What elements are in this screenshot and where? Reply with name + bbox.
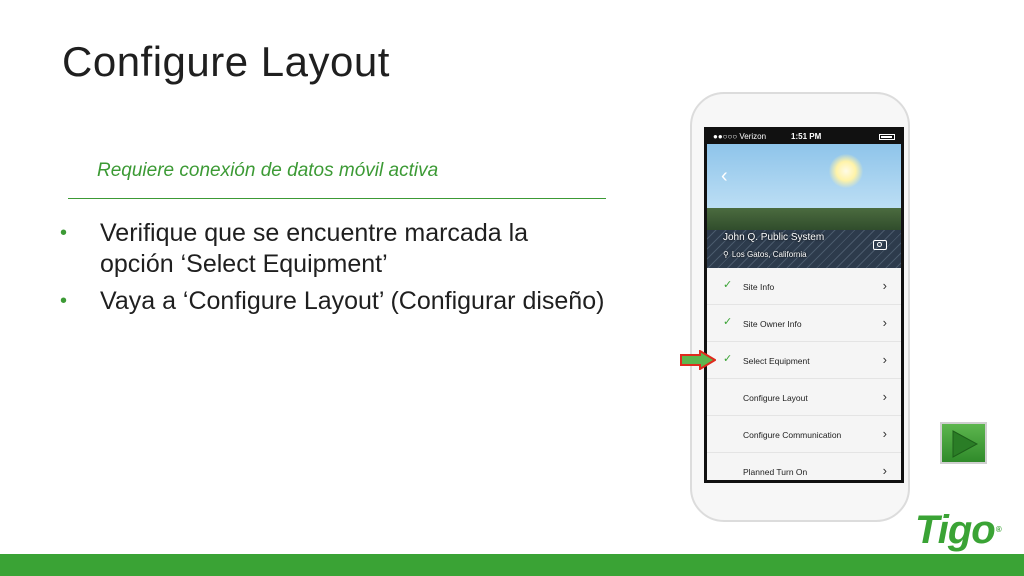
- status-bar: [707, 130, 901, 144]
- location-pin-icon: ⚲: [723, 250, 729, 259]
- slide-title: Configure Layout: [62, 38, 390, 85]
- chevron-right-icon: ›: [882, 352, 887, 367]
- chevron-right-icon: ›: [882, 315, 887, 330]
- chevron-right-icon: ›: [882, 278, 887, 293]
- footer-bar: [0, 554, 1024, 576]
- logo-text: Tigo: [915, 508, 995, 552]
- menu-item-label: Configure Layout: [743, 393, 808, 403]
- menu-item-site-owner-info[interactable]: [707, 305, 901, 342]
- setup-menu: [707, 268, 901, 483]
- phone-screen: [704, 127, 904, 483]
- bullet-text: Verifique que se encuentre marcada la opción ‘Select Equipment’: [100, 219, 529, 278]
- site-location-text: Los Gatos, California: [731, 250, 807, 259]
- battery-icon: [879, 134, 895, 140]
- back-chevron-icon[interactable]: ‹: [721, 165, 728, 187]
- menu-item-label: Site Info: [743, 282, 775, 292]
- bullet-icon: •: [60, 290, 68, 312]
- slide-subtitle: Requiere conexión de datos móvil activa: [97, 160, 439, 181]
- site-hero-image: [707, 144, 901, 268]
- menu-item-configure-communication[interactable]: [707, 416, 901, 453]
- tigo-logo: [915, 510, 1001, 550]
- bullet-item: [60, 218, 605, 280]
- chevron-right-icon: ›: [882, 389, 887, 404]
- play-icon: [952, 430, 978, 458]
- menu-item-label: Select Equipment: [743, 356, 810, 366]
- menu-item-label: Configure Communication: [743, 430, 842, 440]
- check-icon: ✓: [723, 279, 733, 291]
- trees-graphic: [707, 208, 901, 232]
- bullet-item: [60, 286, 605, 317]
- sun-graphic: [829, 154, 863, 188]
- menu-item-site-info[interactable]: [707, 268, 901, 305]
- menu-item-planned-turn-on[interactable]: [707, 453, 901, 483]
- registered-mark: ®: [995, 525, 1001, 534]
- title-divider: [68, 198, 606, 199]
- menu-item-select-equipment[interactable]: [707, 342, 901, 379]
- bullet-icon: •: [60, 222, 68, 244]
- check-icon: ✓: [723, 353, 733, 365]
- carrier-label: ●●○○○ Verizon: [713, 132, 767, 141]
- check-icon: ✓: [723, 316, 733, 328]
- red-arrow-icon: [680, 350, 716, 370]
- site-name: John Q. Public System: [723, 232, 825, 243]
- menu-item-label: Site Owner Info: [743, 319, 802, 329]
- status-time: 1:51 PM: [791, 132, 822, 141]
- bullet-list: [60, 218, 605, 323]
- bullet-text: Vaya a ‘Configure Layout’ (Configurar diseño): [100, 287, 605, 315]
- menu-item-configure-layout[interactable]: [707, 379, 901, 416]
- chevron-right-icon: ›: [882, 426, 887, 441]
- next-slide-button[interactable]: [940, 422, 987, 464]
- site-location: [723, 250, 807, 259]
- menu-item-label: Planned Turn On: [743, 467, 808, 477]
- camera-icon[interactable]: [873, 240, 887, 250]
- chevron-right-icon: ›: [882, 463, 887, 478]
